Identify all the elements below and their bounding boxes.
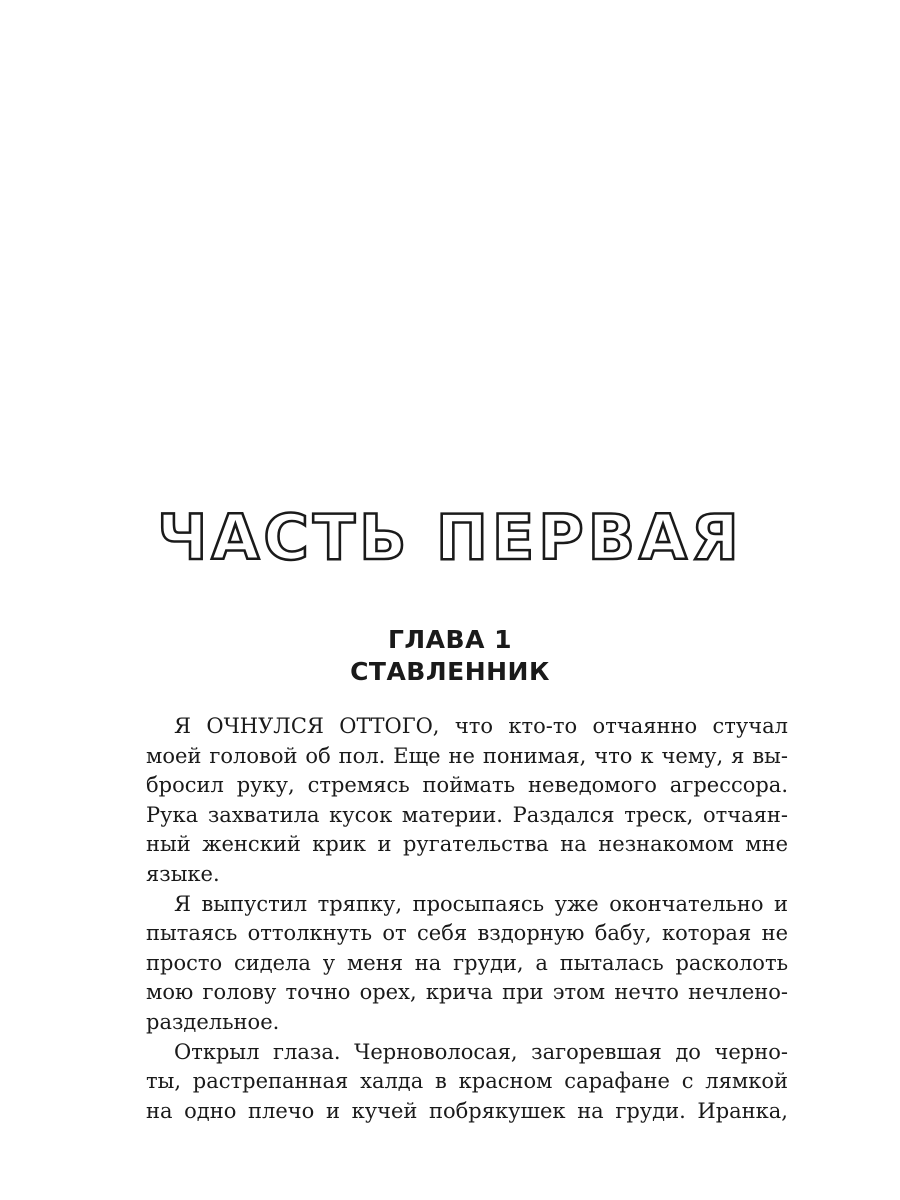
text-line: раздельное. [146,1009,280,1034]
text-line: ты, растрепанная халда в красном сарафане с лямкой [146,1069,788,1094]
text-line: просто сидела у меня на груди, а пыталась расколоть [146,950,788,975]
text-line: Я ОЧНУЛСЯ ОТТОГО, что кто-то отчаянно стучал [174,714,788,738]
body-text [146,712,788,1126]
text-line: Рука захватила кусок материи. Раздался треск, отчаян- [146,802,788,827]
chapter-title: СТАВЛЕННИК [350,657,550,686]
text-line: ный женский крик и ругательства на незнакомом мне [146,832,788,857]
chapter-heading [0,624,900,688]
text-line: мою голову точно орех, крича при этом нечто нечлено- [146,980,788,1005]
text-line: на одно плечо и кучей побрякушек на груди. Иранка, [146,1098,788,1123]
chapter-number: ГЛАВА 1 [387,625,513,654]
text-line: бросил руку, стремясь поймать неведомого агрессора. [146,773,788,798]
text-line: моей головой об пол. Еще не понимая, что к чему, я вы- [146,743,788,768]
text-line: языке. [146,861,220,886]
text-line: Я выпустил тряпку, просыпаясь уже окончательно и [174,891,788,916]
part-title: ЧАСТЬ ПЕРВАЯ [157,501,743,574]
text-line: пытаясь оттолкнуть от себя вздорную бабу, которая не [146,921,788,946]
text-line: Открыл глаза. Черноволосая, загоревшая до черно- [174,1039,788,1064]
